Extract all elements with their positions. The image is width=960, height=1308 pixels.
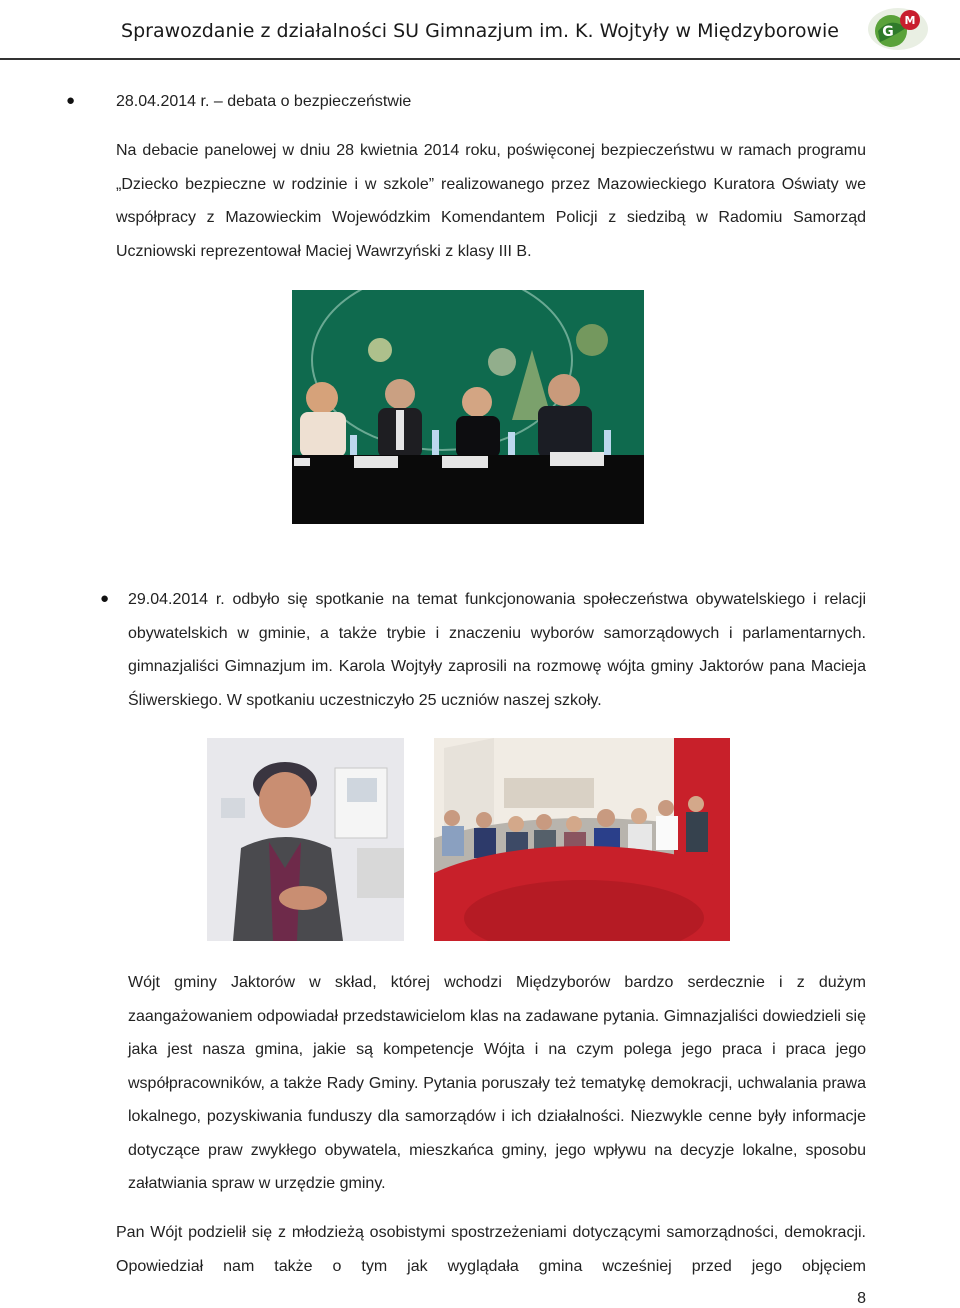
page-number: 8 <box>857 1290 866 1307</box>
header-divider <box>0 58 960 60</box>
svg-text:G: G <box>882 24 894 40</box>
bullet-marker: ● <box>66 92 76 109</box>
mayor-answers-paragraph: Wójt gminy Jaktorów w skład, której wchodzi Międzyborów bardzo serdecznie i z dużym zaangażowaniem odpowiadał przedstawicielom klas na zadawane pytania. Gimnazjaliści dowiedzieli się jaka jest nasza gmina, jakie są kompetencje Wójta i na czym polega jego praca i praca jego współpracowników, a także Rady Gminy. Pytania poruszały też tematykę demokracji, uchwalania prawa lokalnego, pozyskiwania funduszy dla samorządów i ich działalności. Niezwykle cenne były informacje dotyczące praw zwykłego obywatela, mieszkańca gminy, jego wpływu na decyzje lokalne, sposobu załatwiania spraw w urzędzie gminy. <box>128 974 866 1192</box>
svg-text:M: M <box>904 14 916 27</box>
meeting-paragraph: 29.04.2014 r. odbyło się spotkanie na temat funkcjonowania społeczeństwa obywatelskiego i relacji obywatelskich w gminie, a także trybie i znaczeniu wyborów samorządowych i parlamentarnych. gimnazjaliści Gimnazjum im. Karola Wojtyły zaprosili na rozmowę wójta gminy Jaktorów pana Macieja Śliwerskiego. W spotkaniu uczestniczyło 25 uczniów naszej szkoły. <box>128 591 866 709</box>
mayor-photo <box>207 738 404 941</box>
bullet-marker: ● <box>100 590 110 607</box>
mayor-shared-paragraph: Pan Wójt podzielił się z młodzieżą osobistymi spostrzeżeniami dotyczącymi samorządności, demokracji. Opowiedział nam także o tym jak wyglądała gmina wcześniej przed jego objęciem <box>116 1224 866 1275</box>
page-header-title: Sprawozdanie z działalności SU Gimnazjum im. K. Wojtyły w Międzyborowie <box>121 20 839 42</box>
school-logo <box>866 6 930 52</box>
section-heading: 28.04.2014 r. – debata o bezpieczeństwie <box>116 93 412 110</box>
students-photo <box>434 738 730 941</box>
debate-panel-photo <box>292 290 644 524</box>
debate-paragraph: Na debacie panelowej w dniu 28 kwietnia 2014 roku, poświęconej bezpieczeństwu w ramach programu „Dziecko bezpieczne w rodzinie i w szkole” realizowanego przez Mazowieckiego Kuratora Oświaty we współpracy z Mazowieckim Wojewódzkim Komendantem Policji z siedzibą w Radomiu Samorząd Uczniowski reprezentował Maciej Wawrzyński z klasy III B. <box>116 142 866 260</box>
